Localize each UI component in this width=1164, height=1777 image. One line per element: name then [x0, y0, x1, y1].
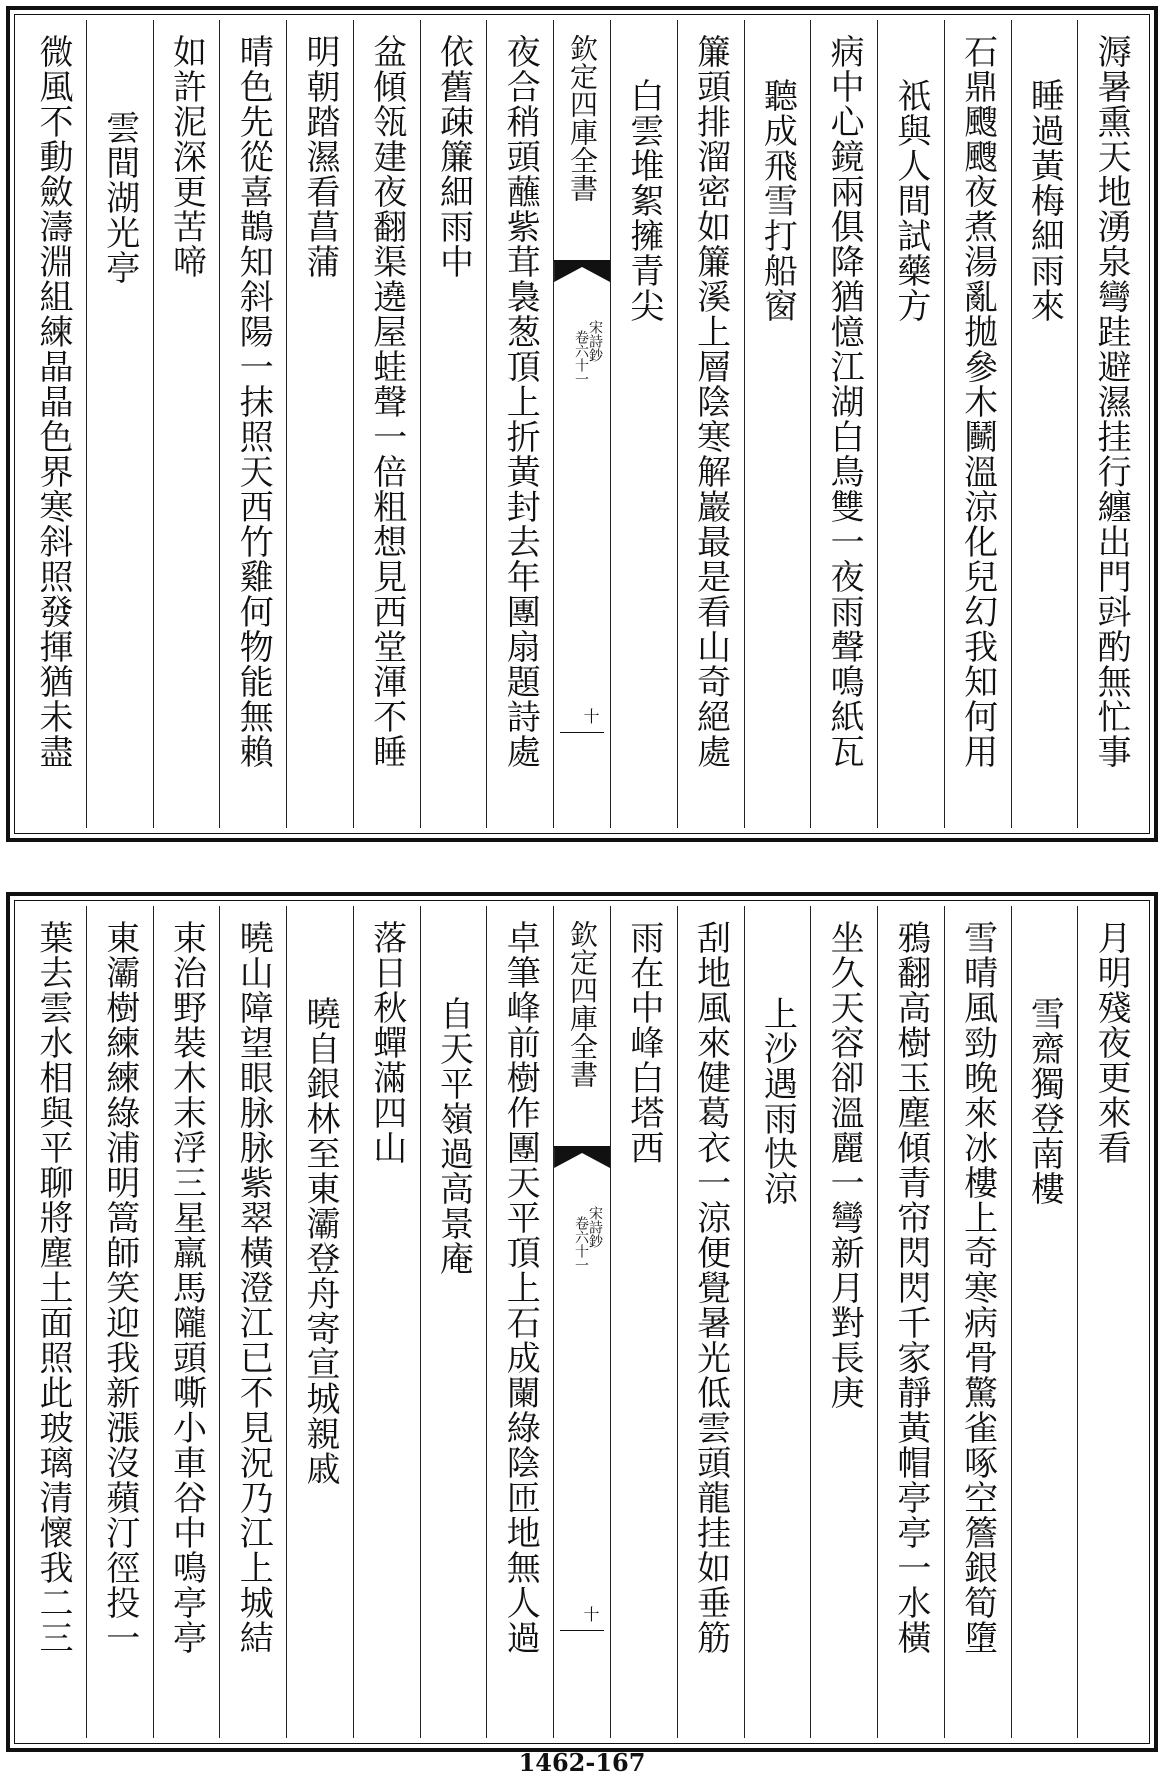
- bottom-page-columns: [20, 906, 1144, 1738]
- column-text: 雨在中峰白塔西: [623, 920, 664, 1165]
- column-text: 束治野裝木末浮三星羸馬隴頭嘶小車谷中鳴亭亭: [166, 920, 207, 1655]
- text-column: [610, 906, 677, 1738]
- column-text: 落日秋蟬滿四山: [366, 920, 407, 1165]
- center-fold: [553, 906, 610, 1738]
- text-column: [286, 20, 353, 828]
- column-text: 石鼎颼颼夜煮湯亂拋參木鬭溫涼化兒幻我知何用: [957, 34, 998, 769]
- text-column: [610, 20, 677, 828]
- text-column: [1077, 906, 1144, 1738]
- bottom-page: [6, 892, 1158, 1752]
- text-column: [1011, 20, 1078, 828]
- text-column: [486, 20, 553, 828]
- poem-title: 雲間湖光亭: [99, 110, 140, 285]
- column-text: 祇與人間試藥方: [890, 78, 931, 323]
- text-column: [20, 906, 86, 1738]
- text-column: [744, 20, 811, 828]
- column-text: 葉去雲水相與平聊將塵土面照此玻璃清懷我二三: [32, 920, 73, 1655]
- text-column: [486, 906, 553, 1738]
- column-text: 白雲堆絮擁青尖: [623, 78, 664, 323]
- text-column: [744, 906, 811, 1738]
- column-text: 明朝踏濕看菖蒲: [299, 34, 340, 279]
- column-text: 溽暑熏天地湧泉彎跬避濕挂行纏出門㪷酌無忙事: [1091, 34, 1132, 769]
- column-text: 聽成飛雪打船窗: [757, 78, 798, 323]
- poem-title: 雪齋獨登南樓: [1024, 996, 1065, 1206]
- text-column: [353, 906, 420, 1738]
- text-column: [944, 20, 1011, 828]
- poem-title: 上沙遇雨快涼: [757, 996, 798, 1206]
- text-column: [286, 906, 353, 1738]
- column-text: 坐久天容卻溫麗一彎新月對長庚: [824, 920, 865, 1410]
- column-text: 病中心鏡兩俱降猶憶江湖白鳥雙一夜雨聲鳴紙瓦: [824, 34, 865, 769]
- column-text: 雪晴風勁晚來冰樓上奇寒病骨驚雀啄空簷銀筍墮: [957, 920, 998, 1655]
- center-fold: [553, 20, 610, 828]
- text-column: [153, 20, 220, 828]
- column-text: 月明殘夜更來看: [1091, 920, 1132, 1165]
- poem-title: 曉自銀林至東灞登舟寄宣城親戚: [299, 996, 340, 1486]
- text-column: [219, 20, 286, 828]
- column-text: 晴色先從喜鵲知斜陽一抹照天西竹雞何物能無賴: [233, 34, 274, 769]
- volume-number: 卷六十一: [573, 330, 589, 386]
- text-column: [153, 906, 220, 1738]
- top-page: [6, 6, 1158, 842]
- column-text: 睡過黃梅細雨來: [1024, 78, 1065, 323]
- column-text: 鴉翻高樹玉塵傾青帘閃閃千家靜黃帽亭亭一水橫: [890, 920, 931, 1655]
- volume-number: 卷六十一: [573, 1216, 589, 1272]
- top-page-columns: [20, 20, 1144, 828]
- text-column: [86, 20, 153, 828]
- text-column: [877, 20, 944, 828]
- column-text: 盆傾瓴建夜翻渠遶屋蛙聲一倍粗想見西堂渾不睡: [366, 34, 407, 769]
- text-column: [810, 906, 877, 1738]
- book-title: 欽定四庫全書: [566, 34, 600, 202]
- text-column: [1011, 906, 1078, 1738]
- column-text: 東灞樹練練綠浦明篙師笑迎我新漲沒蘋汀徑投一: [99, 920, 140, 1655]
- column-text: 夜合稍頭蘸紫茸裊葱頂上折黃封去年團扇題詩處: [500, 34, 541, 769]
- book-title: 欽定四庫全書: [566, 920, 600, 1088]
- text-column: [420, 906, 487, 1738]
- folio-line: [560, 1630, 604, 1631]
- text-column: [1077, 20, 1144, 828]
- page-number: 1462-167: [518, 1748, 646, 1777]
- column-text: 微風不動斂濤淵組練晶晶色界寒斜照發揮猶未盡: [32, 34, 73, 769]
- poem-title: 自天平嶺過高景庵: [433, 996, 474, 1276]
- folio-line: [560, 732, 604, 733]
- source-title: 宋詩鈔: [587, 320, 603, 362]
- text-column: [944, 906, 1011, 1738]
- text-column: [877, 906, 944, 1738]
- text-column: [677, 906, 744, 1738]
- text-column: [677, 20, 744, 828]
- text-column: [20, 20, 86, 828]
- column-text: 曉山障望眼脉脉紫翠橫澄江已不見況乃江上城結: [233, 920, 274, 1655]
- column-text: 依舊疎簾細雨中: [433, 34, 474, 279]
- text-column: [420, 20, 487, 828]
- column-text: 卓筆峰前樹作團天平頂上石成闌綠陰匝地無人過: [500, 920, 541, 1655]
- folio-number: 十: [581, 708, 600, 724]
- source-title: 宋詩鈔: [587, 1206, 603, 1248]
- fish-tail-mark: [554, 1146, 610, 1176]
- folio-number: 十: [581, 1606, 600, 1622]
- text-column: [86, 906, 153, 1738]
- fish-tail-mark: [554, 260, 610, 290]
- column-text: 如許泥深更苦啼: [166, 34, 207, 279]
- text-column: [219, 906, 286, 1738]
- column-text: 簾頭排溜密如簾溪上層陰寒解巖最是看山奇絕處: [690, 34, 731, 769]
- text-column: [353, 20, 420, 828]
- column-text: 刮地風來健葛衣一涼便覺暑光低雲頭龍挂如垂筋: [690, 920, 731, 1655]
- text-column: [810, 20, 877, 828]
